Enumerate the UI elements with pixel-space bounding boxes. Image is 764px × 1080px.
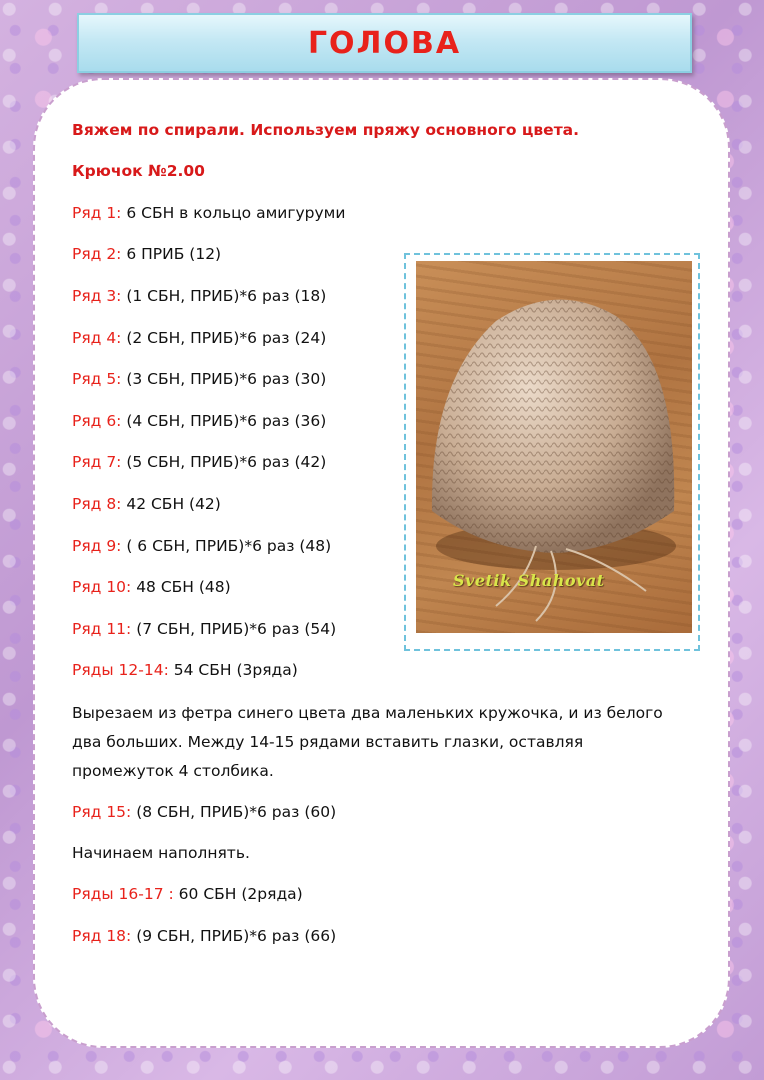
title-banner xyxy=(77,13,692,73)
row-label: Ряд 15: xyxy=(72,803,132,821)
row-label: Ряд 6: xyxy=(72,412,122,430)
row-11 xyxy=(72,620,336,638)
row-text: (4 СБН, ПРИБ)*6 раз (36) xyxy=(121,412,327,430)
row-text: (3 СБН, ПРИБ)*6 раз (30) xyxy=(121,370,327,388)
row-label: Ряд 1: xyxy=(72,204,122,222)
row-label: Ряд 8: xyxy=(72,495,122,513)
page-title: ГОЛОВА xyxy=(307,25,462,61)
row-label: Ряд 9: xyxy=(72,537,122,555)
row-text: 60 СБН (2ряда) xyxy=(173,885,303,903)
row-label: Ряды 16-17 : xyxy=(72,885,174,903)
row-text: ( 6 СБН, ПРИБ)*6 раз (48) xyxy=(121,537,332,555)
row-7 xyxy=(72,453,326,471)
eyes-note: Вырезаем из фетра синего цвета два маленьких кружочка, и из белого два больших. Между 14-15 рядами вставить глазки, оставляя промежуток 4 столбика. xyxy=(72,704,663,780)
row-label: Ряд 7: xyxy=(72,453,122,471)
row-text: (1 СБН, ПРИБ)*6 раз (18) xyxy=(121,287,327,305)
intro-text: Вяжем по спирали. Используем пряжу основного цвета. xyxy=(72,121,580,139)
rows-16-17 xyxy=(72,885,303,903)
row-text: 6 СБН в кольцо амигуруми xyxy=(121,204,346,222)
crochet-head-photo xyxy=(416,261,692,633)
row-text: (9 СБН, ПРИБ)*6 раз (66) xyxy=(131,927,337,945)
row-label: Ряд 4: xyxy=(72,329,122,347)
photo-signature: Svetik Shahovat xyxy=(453,571,605,590)
row-label: Ряд 11: xyxy=(72,620,132,638)
row-label: Ряд 10: xyxy=(72,578,132,596)
row-9 xyxy=(72,537,331,555)
row-text: (7 СБН, ПРИБ)*6 раз (54) xyxy=(131,620,337,638)
row-text: (5 СБН, ПРИБ)*6 раз (42) xyxy=(121,453,327,471)
row-10 xyxy=(72,578,231,596)
row-label: Ряд 18: xyxy=(72,927,132,945)
row-text: 54 СБН (3ряда) xyxy=(168,661,298,679)
row-label: Ряд 3: xyxy=(72,287,122,305)
row-text: (8 СБН, ПРИБ)*6 раз (60) xyxy=(131,803,337,821)
row-text: 6 ПРИБ (12) xyxy=(121,245,222,263)
stuffing-note: Начинаем наполнять. xyxy=(72,844,250,862)
row-3 xyxy=(72,287,326,305)
row-text: (2 СБН, ПРИБ)*6 раз (24) xyxy=(121,329,327,347)
row-2 xyxy=(72,245,221,263)
row-label: Ряд 2: xyxy=(72,245,122,263)
row-6 xyxy=(72,412,326,430)
row-15 xyxy=(72,803,336,821)
row-label: Ряд 5: xyxy=(72,370,122,388)
row-4 xyxy=(72,329,326,347)
row-label: Ряды 12-14: xyxy=(72,661,169,679)
photo-frame xyxy=(404,253,700,651)
row-8 xyxy=(72,495,221,513)
rows-12-14 xyxy=(72,661,298,679)
row-5 xyxy=(72,370,326,388)
row-text: 48 СБН (48) xyxy=(131,578,231,596)
row-1 xyxy=(72,204,345,222)
row-18 xyxy=(72,927,336,945)
hook-size: Крючок №2.00 xyxy=(72,162,205,180)
row-text: 42 СБН (42) xyxy=(121,495,221,513)
